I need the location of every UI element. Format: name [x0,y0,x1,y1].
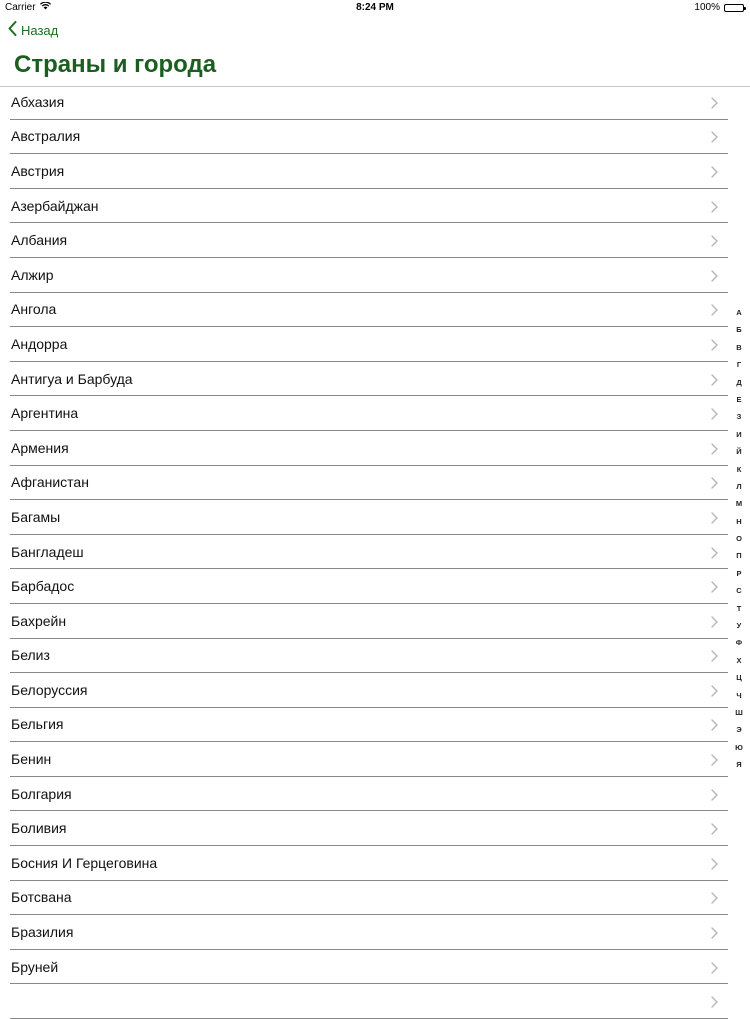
country-name: Аргентина [11,405,79,422]
country-row[interactable] [10,984,728,1019]
country-name: Алжир [11,266,54,283]
country-name: Босния И Герцеговина [11,854,158,871]
chevron-right-icon [711,961,718,979]
country-row[interactable] [10,466,728,501]
index-letter[interactable]: Я [736,760,742,770]
country-name: Армения [11,439,69,456]
index-letter[interactable]: Ч [736,690,742,700]
chevron-right-icon [711,303,718,321]
chevron-right-icon [711,615,718,633]
country-row[interactable] [10,327,728,362]
country-name: Бразилия [11,924,74,941]
chevron-right-icon [711,546,718,564]
index-letter[interactable]: В [736,342,742,352]
chevron-right-icon [711,407,718,425]
index-letter[interactable]: А [736,308,742,317]
country-name: Австралия [11,128,81,145]
country-row[interactable] [10,569,728,604]
chevron-right-icon [711,269,718,287]
country-name: Белоруссия [11,681,88,698]
index-letter[interactable]: И [736,429,742,439]
index-letter[interactable]: К [736,464,742,474]
country-name: Боливия [11,820,67,837]
index-letter[interactable]: Г [736,360,742,370]
index-letter[interactable]: М [735,499,743,509]
chevron-right-icon [711,684,718,702]
battery-percent: 100% [694,2,720,13]
country-row[interactable] [10,223,728,258]
country-name: Андорра [11,335,68,352]
status-right [694,2,744,13]
index-letter[interactable]: О [736,534,742,544]
country-row[interactable] [10,742,728,777]
country-row[interactable] [10,500,728,535]
country-name: Бруней [11,958,59,975]
page-title: Страны и города [14,51,217,78]
country-name: Бельгия [11,716,64,733]
index-letter[interactable]: Ц [736,673,742,683]
country-row[interactable] [10,881,728,916]
back-button[interactable] [8,21,58,39]
country-row[interactable] [10,639,728,674]
chevron-right-icon [711,130,718,148]
index-letter[interactable]: Б [736,325,742,335]
index-letter[interactable]: Л [736,481,742,491]
country-row[interactable] [10,535,728,570]
chevron-right-icon [711,753,718,771]
index-letter[interactable]: П [736,551,742,561]
chevron-right-icon [711,649,718,667]
country-name: Антигуа и Барбуда [11,370,133,387]
country-row[interactable] [10,431,728,466]
index-letter[interactable]: Ф [735,638,743,648]
index-letter[interactable]: Ю [735,742,743,752]
country-row[interactable] [10,189,728,224]
country-row[interactable] [10,846,728,881]
chevron-right-icon [711,476,718,494]
index-letter[interactable]: Й [736,447,742,457]
back-button-label: Назад [21,22,59,38]
index-letter[interactable]: Д [736,377,742,387]
chevron-right-icon [711,96,718,114]
country-name: Бангладеш [11,543,84,560]
navigation-bar [0,18,750,87]
country-name: Болгария [11,785,72,802]
country-row[interactable] [10,811,728,846]
country-name: Багамы [11,508,61,525]
country-name: Абхазия [11,93,65,110]
country-row[interactable] [10,293,728,328]
chevron-right-icon [711,338,718,356]
index-letter[interactable]: Н [736,516,742,526]
country-row[interactable] [10,950,728,985]
index-letter[interactable]: У [736,621,742,631]
country-name: Ангола [11,301,57,318]
chevron-right-icon [711,995,718,1013]
chevron-right-icon [711,926,718,944]
chevron-right-icon [711,718,718,736]
chevron-right-icon [711,891,718,909]
country-name: Барбадос [11,578,75,595]
index-letter[interactable]: Е [736,394,742,404]
country-row[interactable] [10,777,728,812]
carrier-label: Carrier [5,2,36,13]
country-name: Азербайджан [11,197,99,214]
country-name: Белиз [11,647,50,664]
chevron-right-icon [711,788,718,806]
country-row[interactable] [10,673,728,708]
chevron-right-icon [711,511,718,529]
country-row[interactable] [10,915,728,950]
country-name: Афганистан [11,474,89,491]
chevron-right-icon [711,200,718,218]
index-letter[interactable]: З [736,412,742,422]
chevron-right-icon [711,234,718,252]
index-letter[interactable]: Р [736,568,742,578]
chevron-right-icon [711,857,718,875]
country-row[interactable] [10,154,728,189]
country-name: Албания [11,232,68,249]
index-letter[interactable]: Х [736,655,742,665]
status-bar [0,0,750,16]
index-letter[interactable]: Т [736,603,742,613]
country-row[interactable] [10,258,728,293]
index-letter[interactable]: С [736,586,742,596]
country-name: Бахрейн [11,612,67,629]
index-letter[interactable]: Э [736,725,742,735]
country-row[interactable] [10,604,728,639]
chevron-right-icon [711,580,718,598]
country-name: Ботсвана [11,889,72,906]
country-name: Австрия [11,162,65,179]
chevron-right-icon [711,165,718,183]
country-row[interactable] [10,120,728,155]
battery-icon [724,4,744,12]
chevron-right-icon [711,373,718,391]
chevron-right-icon [711,822,718,840]
index-letter[interactable]: Ш [735,707,743,717]
country-row[interactable] [10,708,728,743]
chevron-right-icon [711,442,718,460]
chevron-left-icon [8,21,17,39]
country-row[interactable] [10,362,728,397]
country-list [0,85,728,1019]
status-time: 8:24 PM [356,2,394,13]
country-row[interactable] [10,85,728,120]
alphabet-index[interactable] [732,304,746,774]
country-row[interactable] [10,396,728,431]
country-name: Бенин [11,751,52,768]
